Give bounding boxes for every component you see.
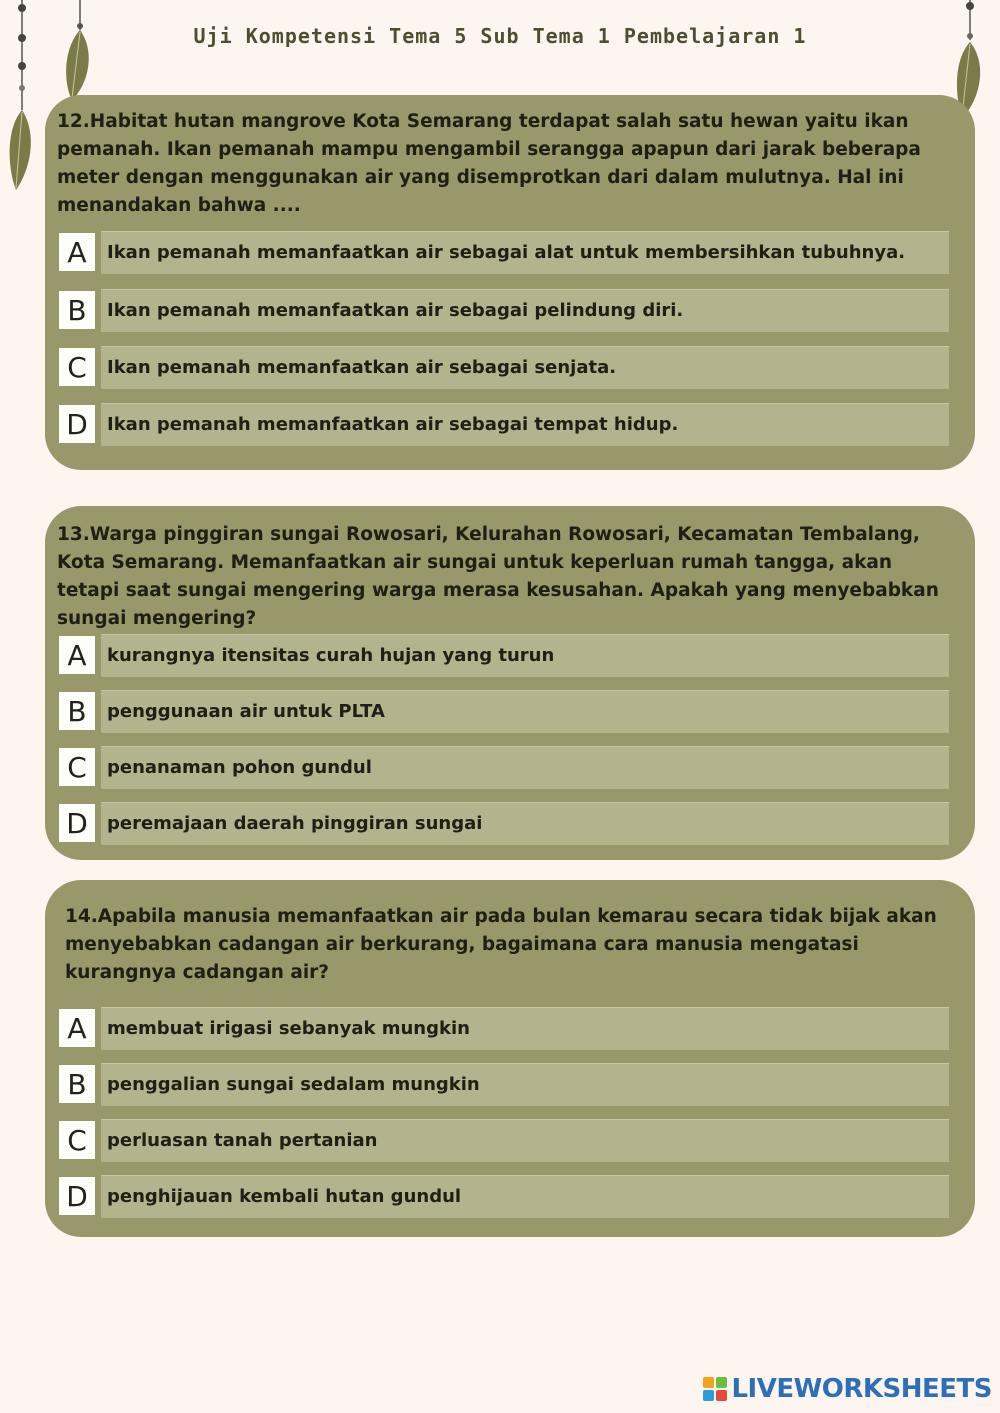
answer-option-bar[interactable] [101, 1063, 949, 1106]
answer-option-bar[interactable] [101, 1119, 949, 1162]
option-letter: D [59, 405, 95, 443]
option-letter: C [59, 348, 95, 386]
answer-option-bar[interactable] [101, 1175, 949, 1218]
option-text: Ikan pemanah memanfaatkan air sebagai senjata. [107, 357, 617, 378]
question-text: 12.Habitat hutan mangrove Kota Semarang terdapat salah satu hewan yaitu ikan pemanah. Ikan pemanah mampu mengambil serangga apapun dari jarak beberapa meter dengan menggunakan air yang disemprotkan dari dalam mulutnya. Hal ini menandakan bahwa .... [57, 111, 921, 216]
option-text: penghijauan kembali hutan gundul [107, 1186, 462, 1207]
answer-option-c[interactable] [59, 746, 949, 788]
question-text: 14.Apabila manusia memanfaatkan air pada bulan kemarau secara tidak bijak akan menyebabkan cadangan air berkurang, bagaimana cara manusia mengatasi kurangnya cadangan air? [65, 906, 937, 983]
option-text: membuat irigasi sebanyak mungkin [107, 1018, 470, 1039]
answer-option-a[interactable] [59, 1007, 949, 1049]
option-letter: D [59, 1177, 95, 1215]
answer-option-a[interactable] [59, 231, 949, 273]
option-letter: D [59, 804, 95, 842]
answer-option-bar[interactable] [101, 346, 949, 389]
question-card [45, 506, 975, 860]
option-text: Ikan pemanah memanfaatkan air sebagai tempat hidup. [107, 414, 679, 435]
answer-option-bar[interactable] [101, 746, 949, 789]
answer-option-bar[interactable] [101, 690, 949, 733]
answer-option-c[interactable] [59, 1119, 949, 1161]
answer-option-b[interactable] [59, 289, 949, 331]
option-letter: C [59, 1121, 95, 1159]
option-letter: C [59, 748, 95, 786]
answer-option-a[interactable] [59, 634, 949, 676]
option-text: Ikan pemanah memanfaatkan air sebagai pelindung diri. [107, 300, 684, 321]
question-card [45, 95, 975, 470]
liveworksheets-logo-icon [703, 1377, 727, 1401]
answer-option-b[interactable] [59, 1063, 949, 1105]
option-letter: B [59, 692, 95, 730]
page-title: Uji Kompetensi Tema 5 Sub Tema 1 Pembelajaran 1 [193, 24, 807, 48]
answer-option-d[interactable] [59, 802, 949, 844]
option-letter: A [59, 636, 95, 674]
answer-option-bar[interactable] [101, 634, 949, 677]
liveworksheets-brand[interactable] [703, 1374, 992, 1404]
option-letter: B [59, 1065, 95, 1103]
option-letter: A [59, 1009, 95, 1047]
option-text: peremajaan daerah pinggiran sungai [107, 813, 483, 834]
answer-option-d[interactable] [59, 403, 949, 445]
option-text: Ikan pemanah memanfaatkan air sebagai alat untuk membersihkan tubuhnya. [107, 242, 906, 263]
option-letter: A [59, 233, 95, 271]
option-letter: B [59, 291, 95, 329]
option-text: perluasan tanah pertanian [107, 1130, 378, 1151]
question-card [45, 880, 975, 1237]
answer-option-bar[interactable] [101, 403, 949, 446]
answer-option-bar[interactable] [101, 289, 949, 332]
option-text: penggunaan air untuk PLTA [107, 701, 385, 722]
brand-name: LIVEWORKSHEETS [731, 1374, 992, 1404]
answer-option-bar[interactable] [101, 802, 949, 845]
option-text: penanaman pohon gundul [107, 757, 372, 778]
answer-option-c[interactable] [59, 346, 949, 388]
question-text: 13.Warga pinggiran sungai Rowosari, Kelurahan Rowosari, Kecamatan Tembalang, Kota Semarang. Memanfaatkan air sungai untuk keperluan rumah tangga, akan tetapi saat sungai mengering warga merasa kesusahan. Apakah yang menyebabkan sungai mengering? [57, 524, 939, 629]
answer-option-b[interactable] [59, 690, 949, 732]
answer-option-bar[interactable] [101, 1007, 949, 1050]
option-text: kurangnya itensitas curah hujan yang turun [107, 645, 555, 666]
answer-option-d[interactable] [59, 1175, 949, 1217]
option-text: penggalian sungai sedalam mungkin [107, 1074, 480, 1095]
answer-option-bar[interactable] [101, 231, 949, 274]
